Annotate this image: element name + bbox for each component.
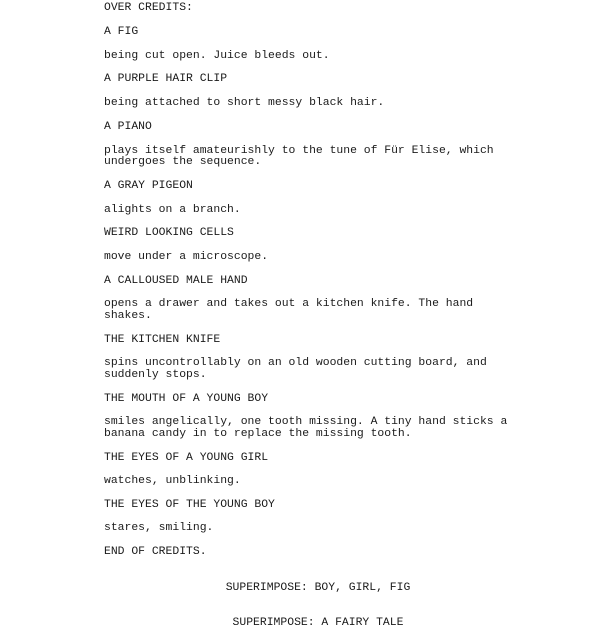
heading-over-credits: OVER CREDITS: (104, 2, 193, 14)
end-of-credits: END OF CREDITS. (104, 546, 207, 558)
action-line: undergoes the sequence. (104, 156, 262, 168)
action-line: being cut open. Juice bleeds out. (104, 50, 330, 62)
superimpose-boy-girl-fig: SUPERIMPOSE: BOY, GIRL, FIG (225, 582, 411, 594)
slug-the-kitchen-knife: THE KITCHEN KNIFE (104, 334, 221, 346)
action-line: banana candy in to replace the missing tooth. (104, 428, 412, 440)
slug-a-piano: A PIANO (104, 121, 152, 133)
action-line: spins uncontrollably on an old wooden cutting board, and (104, 357, 487, 369)
action-line: being attached to short messy black hair. (104, 97, 385, 109)
slug-a-fig: A FIG (104, 26, 139, 38)
action-line: shakes. (104, 310, 152, 322)
slug-eyes-of-young-girl: THE EYES OF A YOUNG GIRL (104, 452, 269, 464)
action-line: plays itself amateurishly to the tune of Für Elise, which (104, 145, 494, 157)
slug-mouth-of-young-boy: THE MOUTH OF A YOUNG BOY (104, 393, 269, 405)
slug-weird-looking-cells: WEIRD LOOKING CELLS (104, 227, 234, 239)
slug-purple-hair-clip: A PURPLE HAIR CLIP (104, 73, 228, 85)
action-line: move under a microscope. (104, 251, 269, 263)
slug-calloused-male-hand: A CALLOUSED MALE HAND (104, 275, 248, 287)
slug-a-gray-pigeon: A GRAY PIGEON (104, 180, 193, 192)
action-line: opens a drawer and takes out a kitchen knife. The hand (104, 298, 474, 310)
action-line: alights on a branch. (104, 204, 241, 216)
slug-eyes-of-young-boy: THE EYES OF THE YOUNG BOY (104, 499, 275, 511)
action-line: stares, smiling. (104, 522, 214, 534)
action-line: smiles angelically, one tooth missing. A tiny hand sticks a (104, 416, 508, 428)
action-line: suddenly stops. (104, 369, 207, 381)
superimpose-fairy-tale: SUPERIMPOSE: A FAIRY TALE (232, 617, 404, 629)
action-line: watches, unblinking. (104, 475, 241, 487)
